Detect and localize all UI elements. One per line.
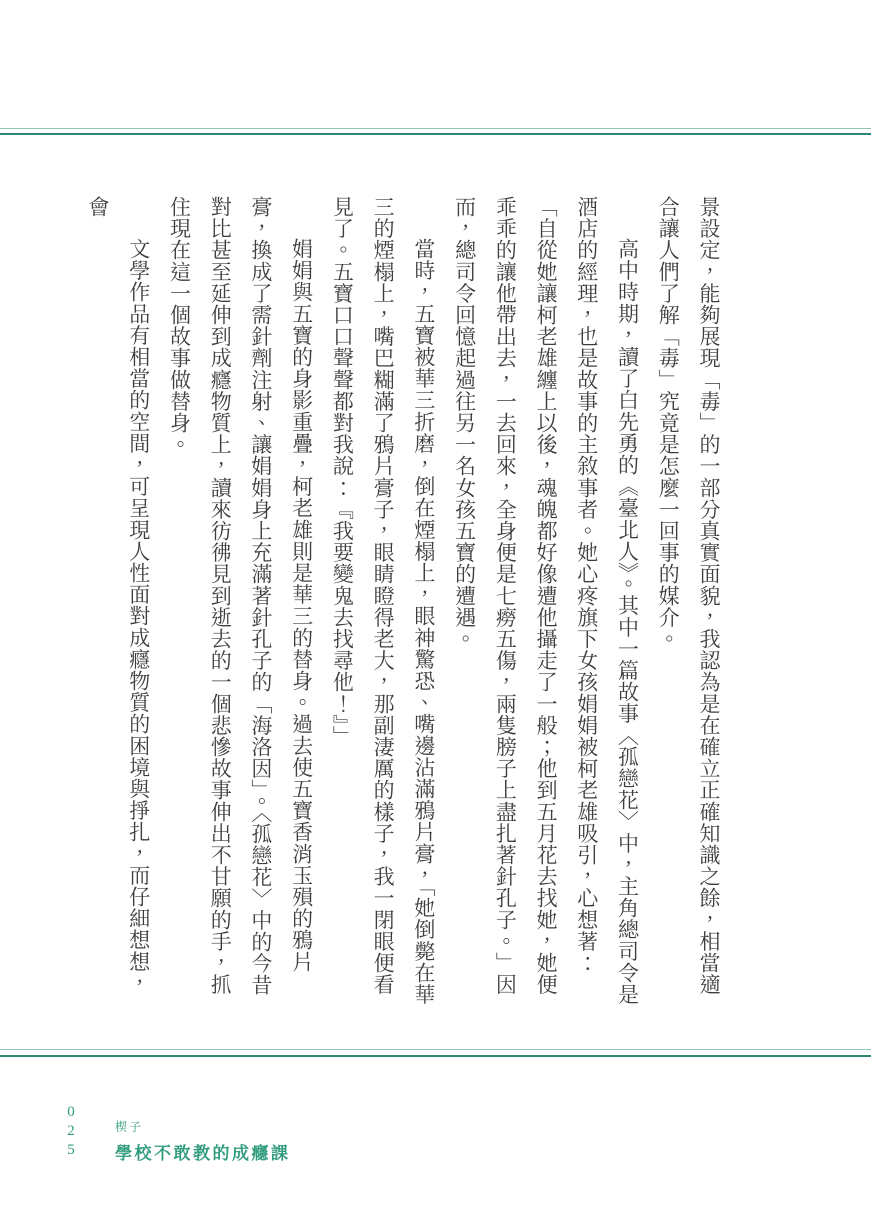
top-rule-thin — [0, 128, 871, 129]
book-title: 學校不敢教的成癮課 — [115, 1144, 291, 1163]
paragraph: 文學作品有相當的空間，可呈現人性面對成癮物質的困境與掙扎，而仔細想想，會 — [85, 196, 151, 994]
paragraph: 景設定，能夠展現「毒」的一部分真實面貌，我認為是在確立正確知識之餘，相當適合讓人們了解「毒」究竟是怎麼一回事的媒介。 — [656, 196, 721, 996]
vertical-text-block — [77, 196, 729, 1013]
paragraph: 當時，五寶被華三折磨，倒在煙榻上，眼神驚恐、嘴邊沾滿鴉片膏，「她倒斃在華三的煙榻上，嘴巴糊滿了鴉片膏子，眼睛瞪得老大，那副淒厲的樣子，我一閉眼便看見了。五寶口口聲聲都對我說：『我要變鬼去找尋他！』」 — [330, 196, 436, 1006]
bottom-rule-thin — [0, 1049, 871, 1050]
chapter-label: 楔子 — [115, 1120, 144, 1134]
paragraph: 高中時期，讀了白先勇的《臺北人》。其中一篇故事〈孤戀花〉中，主角總司令是酒店的經理，也是故事的主敘事者。她心疼旗下女孩娟娟被柯老雄吸引，心想著：「自從她讓柯老雄纏上以後，魂魄都好像遭他攝走了一般；他到五月花去找她，她便乖乖的讓他帶出去，一去回來，全身便是七癆五傷，兩隻膀子上盡扎著針孔子。」因而，總司令回憶起過往另一名女孩五寶的遭遇。 — [452, 196, 640, 1006]
page-number: 025 — [63, 1104, 79, 1161]
top-rule-thick — [0, 133, 871, 135]
bottom-rule-thick — [0, 1055, 871, 1057]
paragraph: 娟娟與五寶的身影重疊，柯老雄則是華三的替身。過去使五寶香消玉殞的鴉片膏，換成了需針劑注射、讓娟娟身上充滿著針孔子的「海洛因」。〈孤戀花〉中的今昔對比甚至延伸到成癮物質上，讀來彷彿見到逝去的一個悲慘故事伸出不甘願的手，抓住現在這一個故事做替身。 — [167, 196, 314, 996]
